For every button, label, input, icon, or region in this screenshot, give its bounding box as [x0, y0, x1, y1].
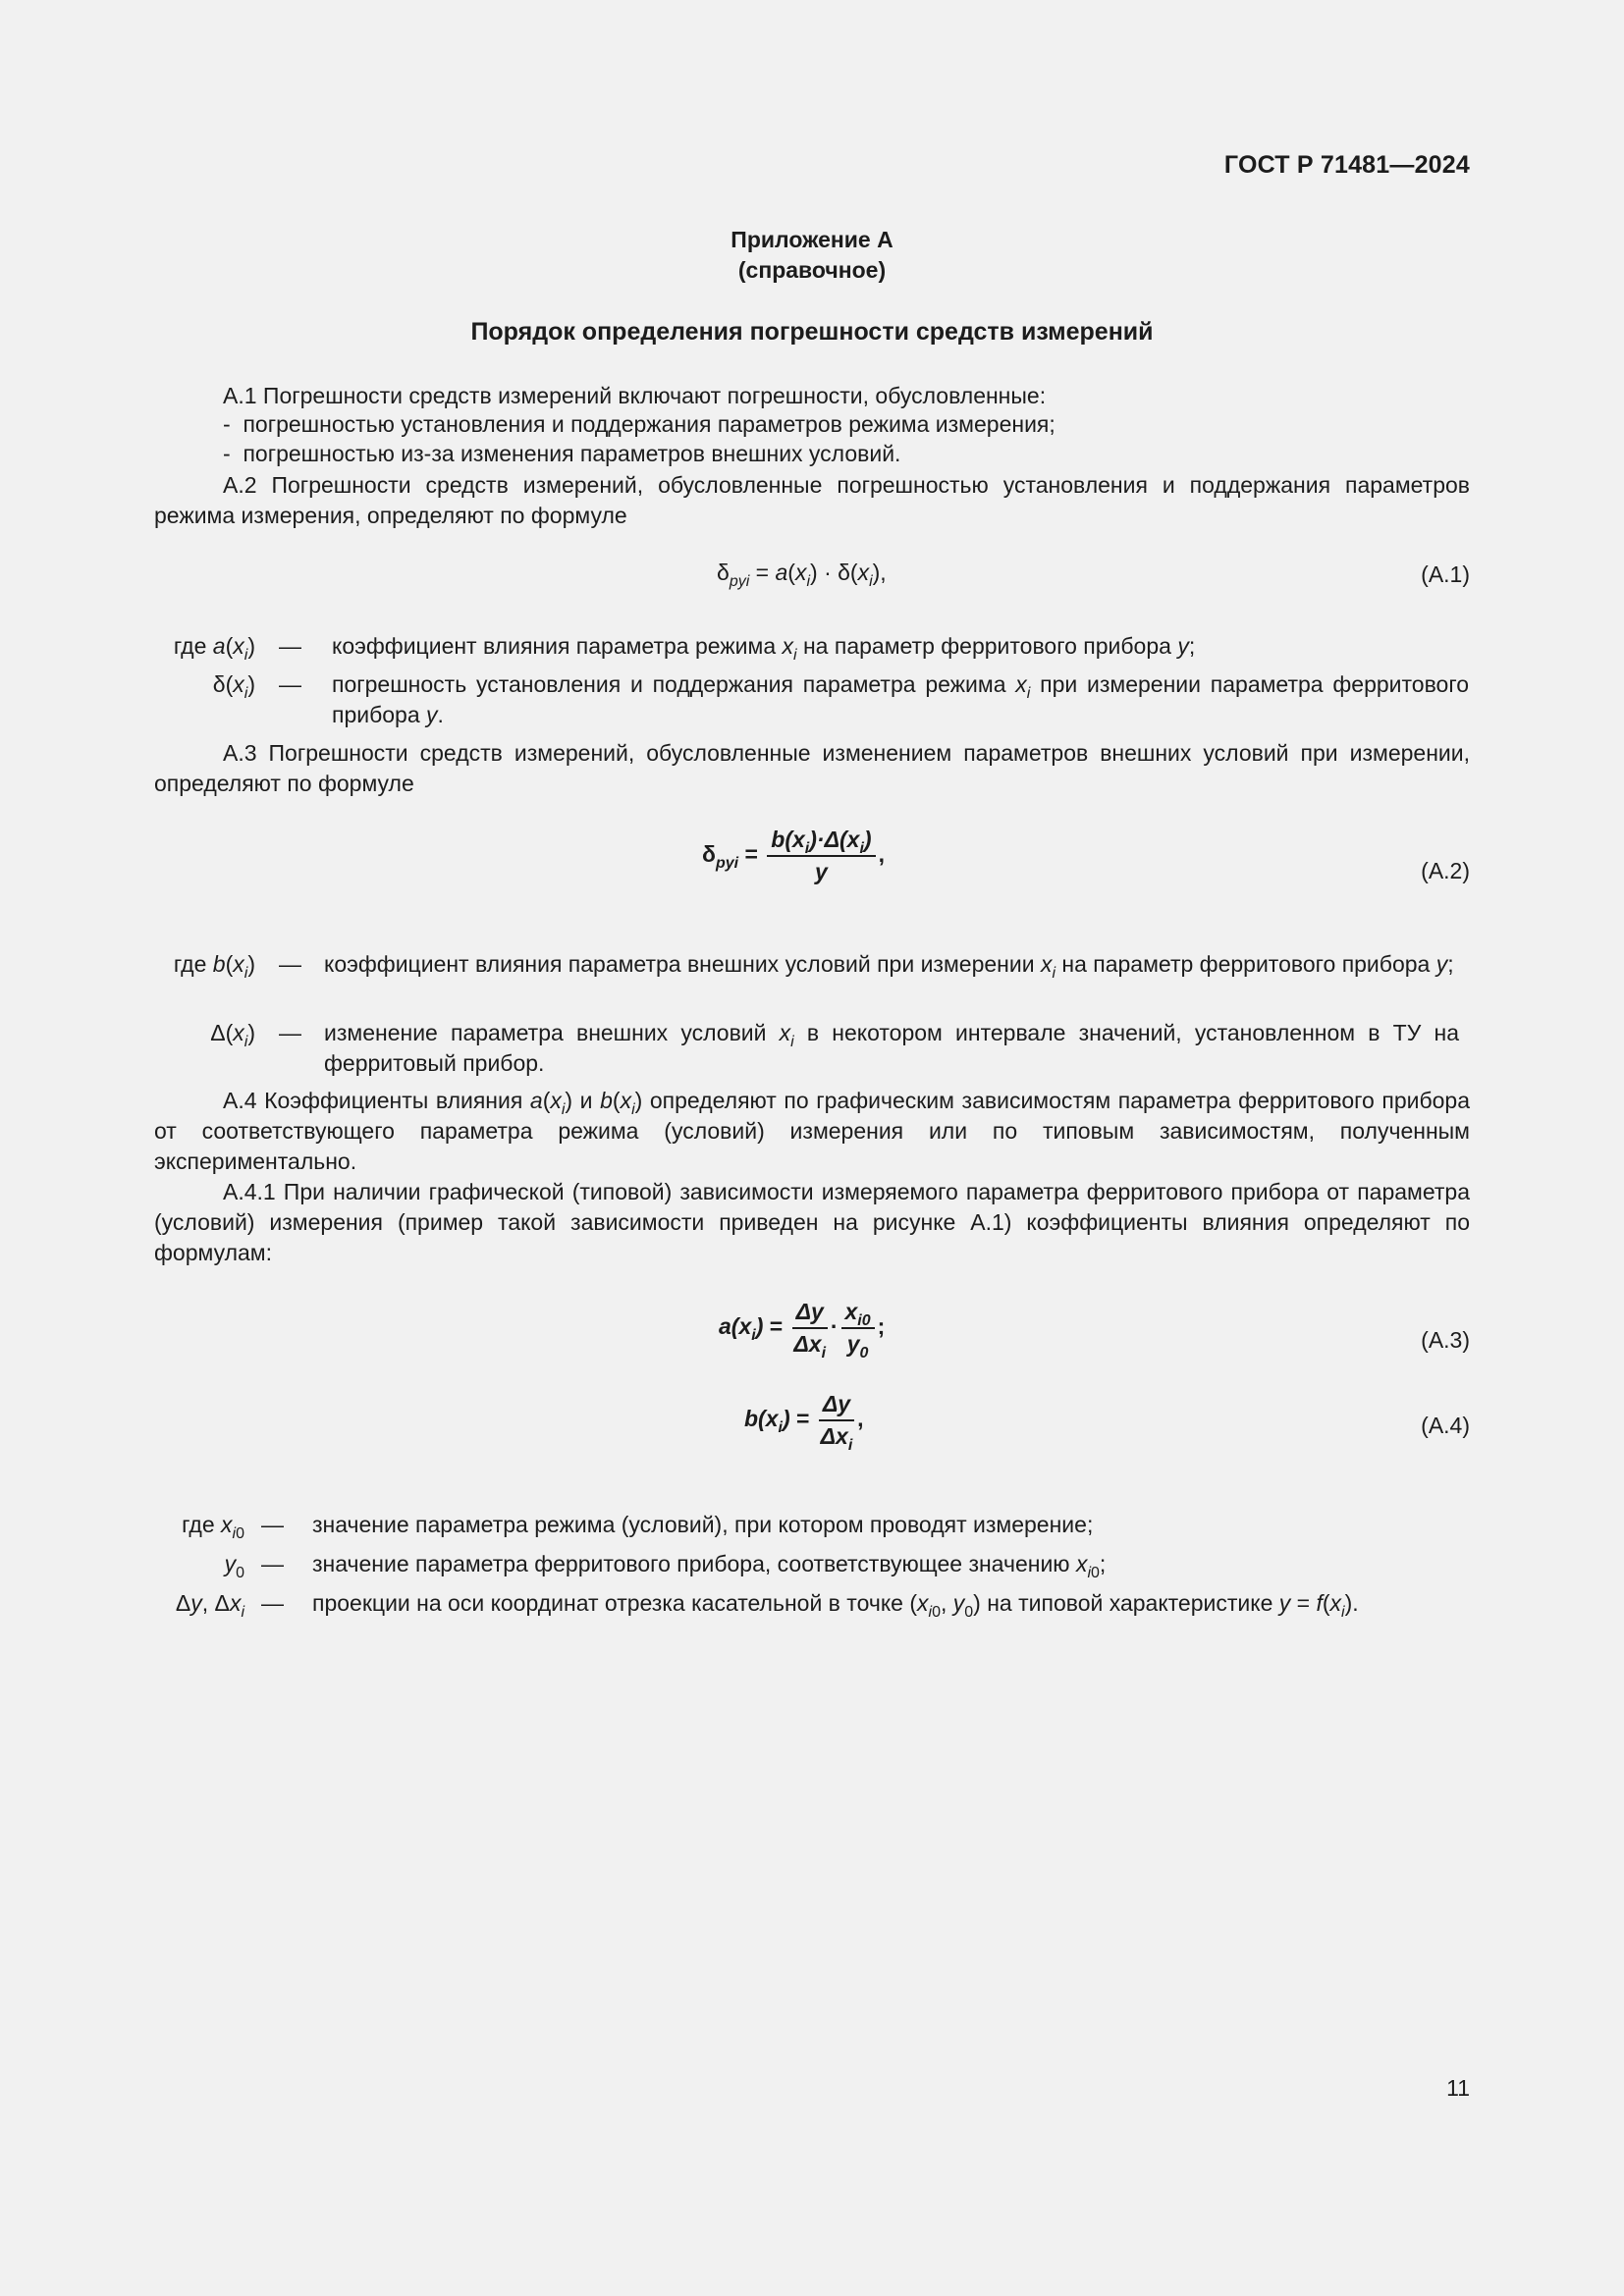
appendix-subtitle: (справочное)	[737, 257, 887, 283]
paragraph-a1: А.1 Погрешности средств измерений включают погрешности, обусловленные:	[223, 383, 1047, 408]
definition-text: значение параметра ферритового прибора, соответствующее значению $x_{i0}$;	[312, 1551, 1107, 1581]
paragraph-a4: А.4 Коэффициенты влияния $a(x_i)$ и $b(x_i)$ определяют по графическим зависимостям параметра ферритового прибора от соответствующего параметра режима (условий) измерения или по типовым зависимостям, полученным экспериментально.	[154, 1088, 1471, 1174]
definition-term: $\delta(x_i)$	[212, 671, 255, 702]
definition-term: $y_0$	[224, 1551, 244, 1581]
definition-dash: —	[261, 1590, 284, 1616]
definition-text: проекции на оси координат отрезка касательной в точке ($x_{i0}$, $y_0$) на типовой характеристике $y = f(x_i)$.	[312, 1590, 1359, 1621]
paragraph-a3: А.3 Погрешности средств измерений, обусловленные изменением параметров внешних условий при измерении, определяют по формуле	[154, 740, 1470, 796]
definition-dash: —	[261, 1551, 284, 1576]
appendix-heading: Порядок определения погрешности средств измерений	[470, 318, 1154, 346]
definition-term: Δy, $\Delta x_i$	[175, 1590, 244, 1621]
formula-number-a3: (А.3)	[1421, 1327, 1470, 1353]
formula-number-a4: (А.4)	[1421, 1413, 1470, 1438]
formula-a2: $\delta_{pyi}$ = $\frac{b(x_i)\cdot\Delta(x_i)}{y}$ ,	[702, 827, 885, 884]
definition-text: погрешность установления и поддержания параметра режима $x_i$ при измерении параметра ферритового прибора y.	[332, 671, 1470, 727]
list-item: - погрешностью из-за изменения параметров внешних условий.	[223, 441, 901, 466]
definition-text: коэффициент влияния параметра внешних условий при измерении $x_i$ на параметр ферритового прибора y;	[324, 951, 1454, 982]
definition-dash: —	[279, 951, 301, 977]
formula-a3: $a(x_i)$ = $\frac{\Delta y}{\Delta x_i}$ · $\frac{x_{i0}}{y_0}$ ;	[719, 1299, 886, 1362]
definition-term: $\Delta(x_i)$	[210, 1020, 255, 1050]
definition-dash: —	[279, 633, 301, 659]
definition-term: где $b(x_i)$	[173, 951, 255, 982]
definition-dash: —	[279, 1020, 301, 1045]
definition-term: где $x_{i0}$	[182, 1512, 244, 1542]
paragraph-a2: А.2 Погрешности средств измерений, обусловленные погрешностью установления и поддержания параметров режима измерения, определяют по формуле	[154, 472, 1470, 528]
document-code: ГОСТ Р 71481—2024	[1223, 151, 1470, 179]
appendix-title: Приложение А	[731, 227, 893, 252]
definition-text: значение параметра режима (условий), при котором проводят измерение;	[312, 1512, 1094, 1537]
paragraph-a41: А.4.1 При наличии графической (типовой) зависимости измеряемого параметра ферритового прибора от параметра (условий) измерения (пример такой зависимости приведен на рисунке А.1) коэффициенты влияния определяют по формулам:	[154, 1179, 1470, 1265]
definition-text: коэффициент влияния параметра режима $x_i$ на параметр ферритового прибора y;	[332, 633, 1196, 664]
formula-number-a2: (А.2)	[1421, 858, 1470, 883]
definition-term: где $a(x_i)$	[173, 633, 255, 664]
formula-number-a1: (А.1)	[1421, 561, 1470, 587]
definition-dash: —	[279, 671, 301, 697]
definition-text: изменение параметра внешних условий $x_i$ в некотором интервале значений, установленном в ТУ на ферритовый прибор.	[324, 1020, 1459, 1076]
list-item-text: погрешностью установления и поддержания параметров режима измерения;	[243, 411, 1056, 437]
list-item-text: погрешностью из-за изменения параметров внешних условий.	[243, 441, 901, 466]
definition-dash: —	[261, 1512, 284, 1537]
formula-a1: $\delta_{pyi} = a(x_i) \cdot \delta(x_i)$,	[717, 560, 887, 590]
page-number: 11	[1446, 2075, 1470, 2101]
formula-a4: $b(x_i)$ = $\frac{\Delta y}{\Delta x_i}$ ,	[744, 1391, 864, 1454]
list-item: - погрешностью установления и поддержания параметров режима измерения;	[223, 411, 1056, 437]
